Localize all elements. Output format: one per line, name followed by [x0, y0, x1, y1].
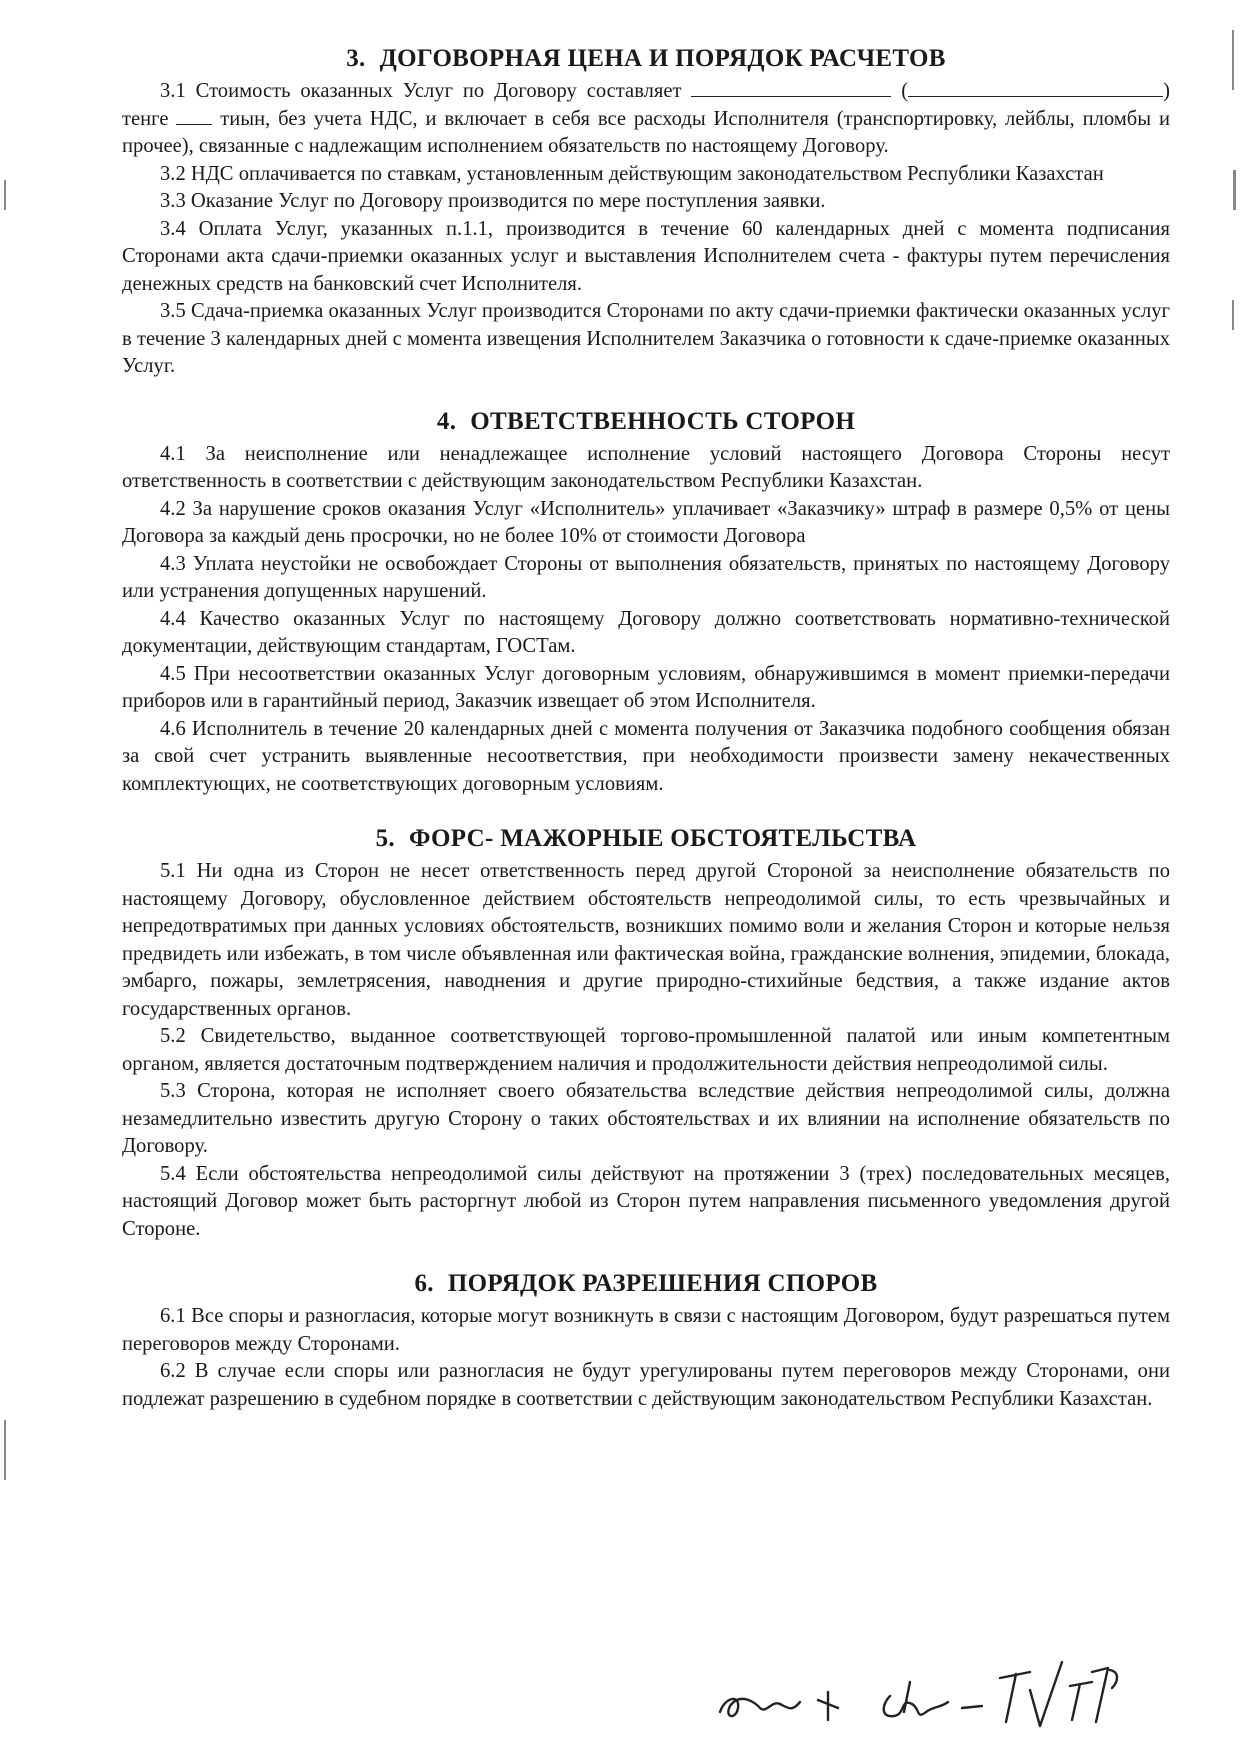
section-title [122, 407, 1170, 437]
clause-text: 3.1 Стоимость оказанных Услуг по Договору составляет [160, 80, 682, 102]
clause-3-2: 3.2 НДС оплачивается по ставкам, установленным действующим законодательством Республики Казахстан [160, 162, 1104, 185]
scan-edge-mark [1232, 30, 1234, 90]
clause-text: тиын, без учета НДС, и включает в себя все расходы Исполнителя (транспортировку, лейблы, пломбы и прочее), связанные с надлежащим исполнением обязательств по настоящему Договору. [122, 107, 1171, 157]
clause-text: ) тенге [122, 80, 1170, 130]
clause-6-1: 6.1 Все споры и разногласия, которые могут возникнуть в связи с настоящим Договором, будут разрешаться путем переговоров между Сторонами. [122, 1305, 1170, 1355]
clause-3-3: 3.3 Оказание Услуг по Договору производится по мере поступления заявки. [160, 190, 826, 212]
scan-edge-mark [1232, 300, 1234, 330]
section-heading: ПОРЯДОК РАЗРЕШЕНИЯ СПОРОВ [447, 1270, 878, 1297]
clause-6-2: 6.2 В случае если споры или разногласия не будут урегулированы путем переговоров между Сторонами, они подлежат разрешению в судебном порядке в соответствии с действующим законодательством Республики Казахстан. [122, 1360, 1170, 1410]
clause-4-2: 4.2 За нарушение сроков оказания Услуг «Исполнитель» уплачивает «Заказчику» штраф в размере 0,5% от цены Договора за каждый день просрочки, но не более 10% от стоимости Договора [122, 497, 1170, 547]
section-6 [122, 1269, 1170, 1413]
clause-4-4: 4.4 Качество оказанных Услуг по настоящему Договору должно соответствовать нормативно-технической документации, действующим стандартам, ГОСТам. [122, 607, 1170, 657]
scan-edge-mark [4, 180, 6, 210]
clause-4-3: 4.3 Уплата неустойки не освобождает Стороны от выполнения обязательств, принятых по настоящему Договору или устранения допущенных нарушений. [122, 552, 1170, 602]
section-number: 4. [436, 407, 457, 435]
section-5 [122, 824, 1170, 1243]
section-heading: ФОРС- МАЖОРНЫЕ ОБСТОЯТЕЛЬСТВА [408, 825, 917, 852]
section-title [122, 824, 1170, 854]
scan-edge-mark [1233, 170, 1236, 210]
handwritten-signatures [700, 1642, 1170, 1732]
section-number: 3. [346, 45, 366, 72]
clause-3-4: 3.4 Оплата Услуг, указанных п.1.1, производится в течение 60 календарных дней с момента подписания Сторонами акта сдачи-приемки оказанных услуг и выставления Исполнителем счета - фактуры путем перечисления денежных средств на банковский счет Исполнителя. [122, 217, 1170, 295]
scan-edge-mark [4, 1420, 6, 1480]
clause-5-4: 5.4 Если обстоятельства непреодолимой силы действуют на протяжении 3 (трех) последовательных месяцев, настоящий Договор может быть расторгнут любой из Сторон путем направления письменного уведомления другой Стороне. [122, 1162, 1170, 1240]
section-title [122, 44, 1170, 74]
clause-5-2: 5.2 Свидетельство, выданное соответствующей торгово-промышленной палатой или иным компетентным органом, является достаточным подтверждением наличия и продолжительности действия непреодолимой силы. [122, 1025, 1170, 1075]
price-words-blank [908, 78, 1163, 97]
section-number: 6. [414, 1270, 434, 1297]
clause-3-1: 3.1 Стоимость оказанных Услуг по Договору составляет ( ) тенге тиын, без учета НДС, и включает в себя все расходы Исполнителя (транспортировку, лейблы, пломбы и прочее), связанные с надлежащим исполнением обязательств по настоящему Договору. [122, 80, 1171, 157]
clause-3-5: 3.5 Сдача-приемка оказанных Услуг производится Сторонами по акту сдачи-приемки фактически оказанных услуг в течение 3 календарных дней с момента извещения Исполнителем Заказчика о готовности к сдаче-приемке оказанных Услуг. [122, 300, 1170, 377]
section-heading: ДОГОВОРНАЯ ЦЕНА И ПОРЯДОК РАСЧЕТОВ [379, 45, 946, 72]
price-blank [691, 78, 891, 97]
section-title [122, 1269, 1170, 1299]
section-heading: ОТВЕТСТВЕННОСТЬ СТОРОН [470, 407, 856, 435]
clause-5-3: 5.3 Сторона, которая не исполняет своего обязательства вследствие действия непреодолимой силы, должна незамедлительно известить другую Сторону о таких обстоятельствах и их влиянии на исполнение обязательств по Договору. [122, 1080, 1170, 1157]
clause-4-1: 4.1 За неисполнение или ненадлежащее исполнение условий настоящего Договора Стороны несут ответственность в соответствии с действующим законодательством Республики Казахстан. [122, 442, 1170, 492]
clause-5-1: 5.1 Ни одна из Сторон не несет ответственность перед другой Стороной за неисполнение обязательств по настоящему Договору, обусловленное действием обстоятельств непреодолимой силы, то есть чрезвычайных и непредотвратимых при данных условиях обстоятельств, возникших помимо воли и желания Сторон и которые нельзя предвидеть или избежать, в том числе объявленная или фактическая война, гражданские волнения, эпидемии, блокада, эмбарго, пожары, землетрясения, наводнения и другие природно-стихийные бедствия, а также издание актов государственных органов. [122, 860, 1170, 1020]
clause-4-5: 4.5 При несоответствии оказанных Услуг договорным условиям, обнаружившимся в момент приемки-передачи приборов или в гарантийный период, Заказчик извещает об этом Исполнителя. [122, 662, 1170, 712]
section-3 [122, 44, 1170, 381]
tiyn-blank [176, 106, 212, 125]
clause-4-6: 4.6 Исполнитель в течение 20 календарных дней с момента получения от Заказчика подобного сообщения обязан за свой счет устранить выявленные несоответствия, при необходимости произвести замену некачественных комплектующих, не соответствующих договорным условиям. [122, 717, 1170, 795]
section-number: 5. [375, 825, 395, 852]
section-4 [122, 407, 1170, 799]
